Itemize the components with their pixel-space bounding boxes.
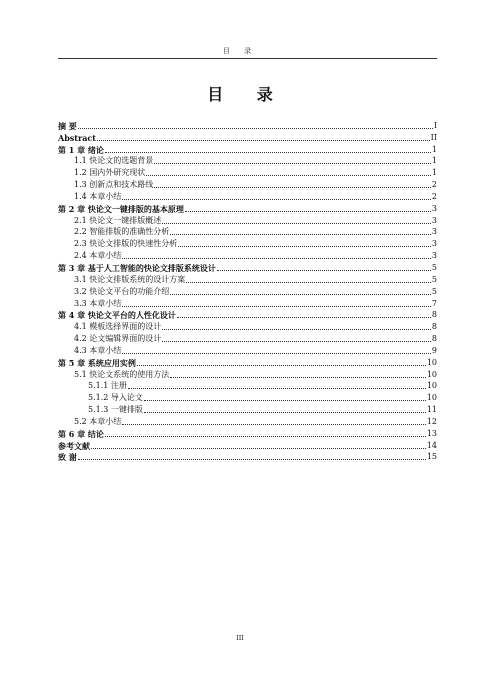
toc-entry-label: 1.4 本章小结 [74, 191, 122, 201]
dot-leader [177, 317, 431, 318]
toc-entry-label: 第 1 章 绪论 [58, 144, 104, 155]
dot-leader [91, 448, 426, 449]
toc-entry-label: 5.2 本章小结 [74, 416, 122, 426]
toc-entry[interactable] [58, 237, 437, 249]
dot-leader [217, 270, 431, 271]
toc-entry[interactable] [58, 119, 437, 131]
toc-entry-page: 1 [431, 156, 437, 166]
toc-entry[interactable] [58, 403, 437, 415]
toc-entry-page: 1 [431, 168, 437, 178]
dot-leader [146, 175, 431, 176]
toc-entry[interactable] [58, 249, 437, 261]
toc-entry[interactable] [58, 214, 437, 226]
toc-entry[interactable] [58, 391, 437, 403]
toc-entry-label: 2.4 本章小结 [74, 251, 122, 261]
toc-entry-page: 9 [431, 345, 437, 355]
toc-entry[interactable] [58, 178, 437, 190]
toc-entry-page: 3 [431, 215, 437, 225]
toc-entry-label: 3.2 快论文平台的功能介绍 [74, 286, 170, 296]
dot-leader [122, 258, 431, 259]
toc-entry-label: 第 3 章 基于人工智能的快论文排版系统设计 [58, 262, 216, 273]
toc-entry-label: 1.1 快论文的选题背景 [74, 156, 154, 166]
toc-entry-page: 8 [431, 310, 437, 320]
toc-entry-label: 1.3 创新点和技术路线 [74, 180, 154, 190]
page-number: III [236, 634, 244, 642]
toc-entry-page: 5 [431, 274, 437, 284]
dot-leader [162, 329, 431, 330]
toc-entry-label: 4.2 论文编辑界面的设计 [74, 334, 162, 344]
toc-entry-label: 4.3 本章小结 [74, 345, 122, 355]
dot-leader [122, 199, 431, 200]
dot-leader [162, 223, 431, 224]
toc-entry-label: 第 6 章 结论 [58, 428, 104, 439]
toc-entry-page: 10 [426, 357, 437, 367]
toc-entry-label: 摘 要 [58, 120, 77, 131]
toc-entry-page: 7 [431, 298, 437, 308]
dot-leader [170, 377, 426, 378]
toc-entry[interactable] [58, 166, 437, 178]
dot-leader [122, 353, 431, 354]
toc-entry-label: 2.3 快论文排版的快速性分析 [74, 239, 178, 249]
toc-entry-label: 3.1 快论文排版系统的设计方案 [74, 274, 186, 284]
dot-leader [78, 459, 426, 460]
toc-entry[interactable] [58, 190, 437, 202]
toc-entry-page: 14 [426, 440, 437, 450]
dot-leader [185, 211, 431, 212]
page-title: 目 录 [207, 85, 287, 104]
toc-entry[interactable] [58, 332, 437, 344]
running-header: 目 录 [222, 47, 258, 55]
table-of-contents [58, 119, 437, 462]
toc-entry-page: 8 [431, 322, 437, 332]
toc-entry-label: 4.1 模板选择界面的设计 [74, 322, 162, 332]
toc-entry-label: 第 4 章 快论文平台的人性化设计 [58, 310, 176, 321]
toc-entry-page: 5 [431, 262, 437, 272]
dot-leader [154, 187, 431, 188]
toc-entry-page: 1 [431, 144, 437, 154]
toc-entry-label: 参考文献 [58, 440, 90, 451]
toc-entry-page: 8 [431, 334, 437, 344]
toc-entry[interactable] [58, 155, 437, 167]
toc-entry[interactable] [58, 226, 437, 238]
toc-entry[interactable] [58, 143, 437, 155]
toc-entry-label: Abstract [58, 132, 96, 143]
dot-leader [137, 365, 426, 366]
dot-leader [144, 400, 426, 401]
toc-entry[interactable] [58, 320, 437, 332]
dot-leader [162, 341, 431, 342]
dot-leader [170, 294, 431, 295]
toc-entry-page: 3 [431, 203, 437, 213]
dot-leader [105, 152, 431, 153]
toc-entry-label: 5.1.1 注册 [88, 381, 127, 391]
toc-entry[interactable] [58, 380, 437, 392]
toc-entry[interactable] [58, 415, 437, 427]
toc-entry-page: 13 [426, 428, 437, 438]
toc-entry-label: 3.3 本章小结 [74, 298, 122, 308]
toc-entry[interactable] [58, 439, 437, 451]
dot-leader [154, 163, 431, 164]
toc-entry-page: 10 [426, 381, 437, 391]
toc-entry[interactable] [58, 344, 437, 356]
toc-entry-label: 第 5 章 系统应用实例 [58, 357, 136, 368]
dot-leader [122, 424, 426, 425]
toc-entry-label: 5.1.2 导入论文 [88, 393, 143, 403]
toc-entry-page: 2 [431, 191, 437, 201]
toc-entry[interactable] [58, 356, 437, 368]
dot-leader [170, 234, 431, 235]
toc-entry-label: 第 2 章 快论文一键排版的基本原理 [58, 203, 184, 214]
toc-entry-page: 10 [426, 393, 437, 403]
toc-entry[interactable] [58, 131, 437, 143]
toc-entry-page: 2 [431, 180, 437, 190]
dot-leader [97, 140, 430, 141]
toc-entry[interactable] [58, 368, 437, 380]
toc-entry-page: 3 [431, 227, 437, 237]
toc-entry-page: 3 [431, 239, 437, 249]
toc-entry[interactable] [58, 427, 437, 439]
dot-leader [186, 282, 431, 283]
dot-leader [128, 388, 426, 389]
toc-entry-page: I [433, 120, 437, 130]
toc-entry[interactable] [58, 297, 437, 309]
toc-entry-page: 15 [426, 452, 437, 462]
toc-entry-label: 1.2 国内外研究现状 [74, 168, 146, 178]
toc-entry[interactable] [58, 202, 437, 214]
toc-entry-page: 10 [426, 369, 437, 379]
dot-leader [105, 436, 426, 437]
toc-entry[interactable] [58, 261, 437, 273]
dot-leader [78, 128, 433, 129]
toc-entry-page: 5 [431, 286, 437, 296]
toc-entry-label: 2.2 智能排版的准确性分析 [74, 227, 170, 237]
dot-leader [178, 246, 431, 247]
dot-leader [144, 412, 426, 413]
toc-entry-label: 2.1 快论文一键排版概述 [74, 215, 162, 225]
toc-entry-page: 11 [426, 405, 437, 415]
dot-leader [122, 306, 431, 307]
toc-entry-label: 5.1.3 一键排版 [88, 405, 143, 415]
toc-entry[interactable] [58, 309, 437, 321]
toc-entry-label: 5.1 快论文系统的使用方法 [74, 369, 170, 379]
toc-entry-label: 致 谢 [58, 452, 77, 463]
toc-entry-page: 3 [431, 251, 437, 261]
toc-entry-page: II [430, 132, 437, 142]
header-rule [58, 58, 437, 59]
toc-entry[interactable] [58, 285, 437, 297]
toc-entry[interactable] [58, 273, 437, 285]
toc-entry-page: 12 [426, 416, 437, 426]
toc-entry[interactable] [58, 451, 437, 463]
